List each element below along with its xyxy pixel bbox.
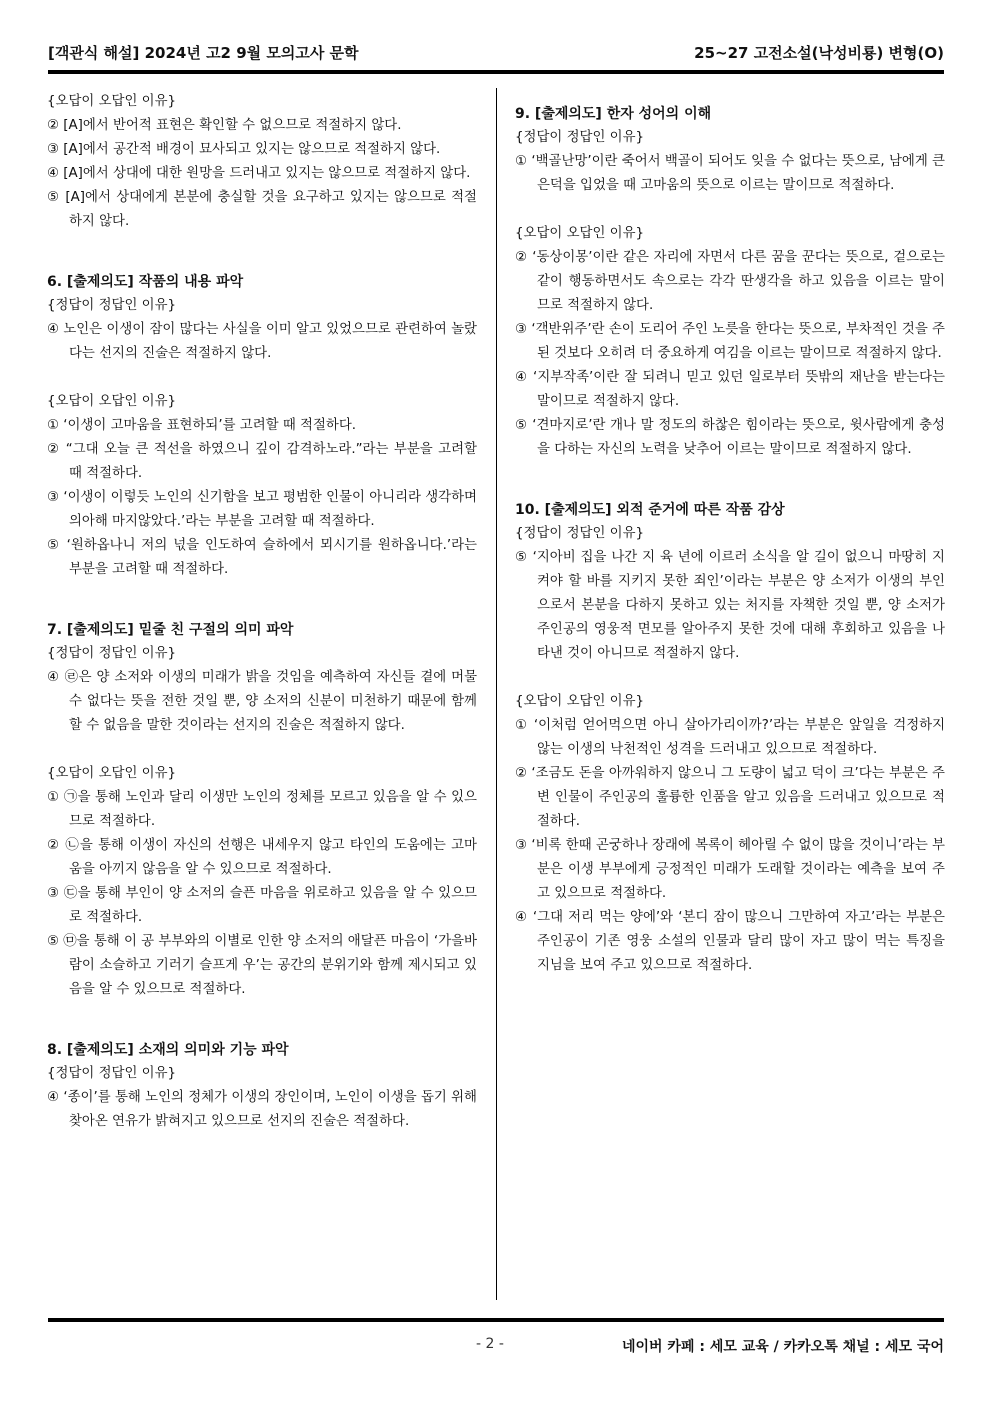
- page-header: [48, 42, 944, 66]
- bottom-rule: [48, 1318, 944, 1322]
- answer-item: ④ ‘그대 저리 먹는 양에’와 ‘본디 잠이 많으니 그만하여 자고’라는 부분은 주인공이 기존 영웅 소설의 인물과 달리 많이 자고 많이 먹는 특징을 지님을 보여 주고 있으므로 적절하다.: [515, 910, 945, 973]
- correct-reason-heading: {정답이 정답인 이유}: [515, 526, 645, 541]
- correct-reason-heading: {정답이 정답인 이유}: [515, 130, 645, 145]
- answer-item: ① ㉠을 통해 노인과 달리 이생만 노인의 정체를 모르고 있음을 알 수 있으므로 적절하다.: [47, 790, 477, 829]
- page-footer: [48, 1336, 944, 1360]
- answer-item: ③ [A]에서 공간적 배경이 묘사되고 있지는 않으므로 적절하지 않다.: [47, 142, 441, 157]
- answer-item: ④ ‘지부작족’이란 잘 되려니 믿고 있던 일로부터 뜻밖의 재난을 받는다는 말이므로 적절하지 않다.: [515, 370, 945, 409]
- footer-credit: 네이버 카페 : 세모 교육 / 카카오톡 채널 : 세모 국어: [621, 1339, 944, 1355]
- answer-item: ⑤ ‘견마지로’란 개나 말 정도의 하찮은 힘이라는 뜻으로, 윗사람에게 충성을 다하는 자신의 노력을 낮추어 이르는 말이므로 적절하지 않다.: [515, 418, 945, 457]
- answer-item: ② “그대 오늘 큰 적선을 하였으니 깊이 감격하노라.”라는 부분을 고려할 때 적절하다.: [47, 442, 477, 481]
- correct-reason-heading: {정답이 정답인 이유}: [47, 298, 177, 313]
- answer-item: ② ‘동상이몽’이란 같은 자리에 자면서 다른 꿈을 꾼다는 뜻으로, 겉으로는 같이 행동하면서도 속으로는 각각 딴생각을 하고 있음을 이르는 말이므로 적절하지 않다.: [515, 250, 945, 313]
- answer-item: ① ‘이처럼 얻어먹으면 아니 살아가리이까?’라는 부분은 앞일을 걱정하지 않는 이생의 낙천적인 성격을 드러내고 있으므로 적절하다.: [515, 718, 945, 757]
- answer-item: ③ ‘객반위주’란 손이 도리어 주인 노릇을 한다는 뜻으로, 부차적인 것을 주된 것보다 오히려 더 중요하게 여김을 이르는 말이므로 적절하지 않다.: [515, 322, 945, 361]
- correct-reason-heading: {정답이 정답인 이유}: [47, 646, 177, 661]
- answer-item: ⑤ ㉤을 통해 이 공 부부와의 이별로 인한 양 소저의 애달픈 마음이 ‘가을바람이 소슬하고 기러기 슬프게 우’는 공간의 분위기와 함께 제시되고 있음을 알 수 있으므로 적절하다.: [47, 934, 477, 997]
- correct-answer: ① ‘백골난망’이란 죽어서 백골이 되어도 잊을 수 없다는 뜻으로, 남에게 큰 은덕을 입었을 때 고마움의 뜻으로 이르는 말이므로 적절하다.: [515, 154, 945, 193]
- answer-item: ④ [A]에서 상대에 대한 원망을 드러내고 있지는 않으므로 적절하지 않다.: [47, 166, 471, 181]
- answer-item: ③ ㉢을 통해 부인이 양 소저의 슬픈 마음을 위로하고 있음을 알 수 있으므로 적절하다.: [47, 886, 477, 925]
- question-6-title: 6. [출제의도] 작품의 내용 파악: [47, 274, 244, 290]
- wrong-reason-heading: {오답이 오답인 이유}: [47, 766, 177, 781]
- answer-item: ⑤ ‘원하옵나니 저의 넋을 인도하여 슬하에서 뫼시기를 원하옵니다.’라는 부분을 고려할 때 적절하다.: [47, 538, 477, 577]
- answer-item: ③ ‘비록 한때 곤궁하나 장래에 복록이 헤아릴 수 없이 많을 것이니’라는 부분은 이생 부부에게 긍정적인 미래가 도래할 것이라는 예측을 보여 주고 있으므로 적절하다.: [515, 838, 945, 901]
- correct-answer: ④ ‘종이’를 통해 노인의 정체가 이생의 장인이며, 노인이 이생을 돕기 위해 찾아온 연유가 밝혀지고 있으므로 선지의 진술은 적절하다.: [47, 1090, 477, 1129]
- answer-item: ① ‘이생이 고마움을 표현하되’를 고려할 때 적절하다.: [47, 418, 357, 433]
- question-10-title: 10. [출제의도] 외적 준거에 따른 작품 감상: [515, 502, 785, 518]
- question-7-title: 7. [출제의도] 밑줄 친 구절의 의미 파악: [47, 622, 294, 638]
- question-9-title: 9. [출제의도] 한자 성어의 이해: [515, 106, 712, 122]
- wrong-reason-heading: {오답이 오답인 이유}: [47, 394, 177, 409]
- correct-answer: ④ ㉣은 양 소저와 이생의 미래가 밝을 것임을 예측하여 자신들 곁에 머물 수 없다는 뜻을 전한 것일 뿐, 양 소저의 신분이 미천하기 때문에 함께 할 수 없음을 말한 것이라는 선지의 진술은 적절하지 않다.: [47, 670, 477, 733]
- page-number: - 2 -: [476, 1336, 504, 1352]
- top-rule: [48, 70, 944, 74]
- answer-item: ② ㉡을 통해 이생이 자신의 선행은 내세우지 않고 타인의 도움에는 고마움을 아끼지 않음을 알 수 있으므로 적절하다.: [47, 838, 477, 877]
- answer-item: ③ ‘이생이 이렇듯 노인의 신기함을 보고 평범한 인물이 아니리라 생각하며 의아해 마지않았다.’라는 부분을 고려할 때 적절하다.: [47, 490, 477, 529]
- column-divider: [496, 88, 497, 1300]
- wrong-reason-heading: {오답이 오답인 이유}: [47, 94, 177, 109]
- correct-reason-heading: {정답이 정답인 이유}: [47, 1066, 177, 1081]
- question-8-title: 8. [출제의도] 소재의 의미와 기능 파악: [47, 1042, 289, 1058]
- answer-item: ⑤ [A]에서 상대에게 본분에 충실할 것을 요구하고 있지는 않으므로 적절하지 않다.: [47, 190, 477, 229]
- correct-answer: ④ 노인은 이생이 잠이 많다는 사실을 이미 알고 있었으므로 관련하여 놀랐다는 선지의 진술은 적절하지 않다.: [47, 322, 477, 361]
- correct-answer: ⑤ ‘지아비 집을 나간 지 육 년에 이르러 소식을 알 길이 없으니 마땅히 지켜야 할 바를 지키지 못한 죄인’이라는 부분은 양 소저가 이생의 부인으로서 본분을 다하지 못하고 있는 처지를 자책한 것일 뿐, 양 소저가 주인공의 영웅적 면모를 알아주지 못한 것에 대해 후회하고 있음을 나타낸 것이 아니므로 적절하지 않다.: [515, 550, 945, 661]
- header-subtitle: 25~27 고전소설(낙성비룡) 변형(O): [694, 44, 944, 62]
- wrong-reason-heading: {오답이 오답인 이유}: [515, 694, 645, 709]
- answer-item: ② ‘조금도 돈을 아까워하지 않으니 그 도량이 넓고 덕이 크’다는 부분은 주변 인물이 주인공의 훌륭한 인품을 알고 있음을 드러내고 있으므로 적절하다.: [515, 766, 945, 829]
- header-title: [객관식 해설] 2024년 고2 9월 모의고사 문학: [48, 44, 359, 62]
- wrong-reason-heading: {오답이 오답인 이유}: [515, 226, 645, 241]
- right-column: [515, 90, 945, 978]
- left-column: [47, 90, 477, 1134]
- answer-item: ② [A]에서 반어적 표현은 확인할 수 없으므로 적절하지 않다.: [47, 118, 402, 133]
